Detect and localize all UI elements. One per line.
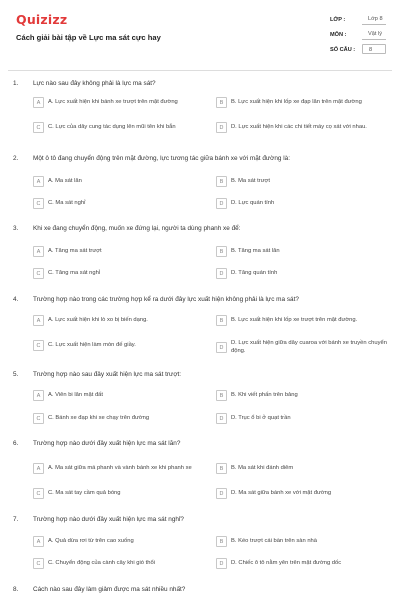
option-text: A. Ma sát giữa má phanh và vành bánh xe khi phanh xe [48, 464, 192, 471]
option-letter-box: C [33, 488, 44, 499]
question-number: 7. [13, 516, 19, 523]
option-letter-box: C [33, 198, 44, 209]
option-d[interactable] [216, 268, 388, 279]
option-text: A. Quả dừa rơi từ trên cao xuống [48, 537, 134, 544]
option-letter-box: C [33, 558, 44, 569]
option-text: D. Chiếc ô tô nằm yên trên mặt đường dốc [231, 559, 342, 566]
option-letter-box: D [216, 558, 227, 569]
option-letter-box: A [33, 97, 44, 108]
question-number: 3. [13, 225, 19, 232]
option-a[interactable] [33, 176, 205, 187]
option-text: B. Khi viết phấn trên bảng [231, 391, 298, 398]
question-text: Trường hợp nào sau đây xuất hiện lực ma sát trượt: [33, 371, 182, 378]
option-letter-box: C [33, 122, 44, 133]
meta-label: SỐ CÂU : [330, 47, 356, 53]
option-d[interactable] [216, 122, 388, 133]
option-c[interactable] [33, 198, 205, 209]
option-c[interactable] [33, 122, 205, 133]
question-text: Trường hợp nào dưới đây xuất hiện lực ma sát lăn? [33, 440, 181, 447]
option-letter-box: A [33, 536, 44, 547]
question-number: 8. [13, 586, 19, 593]
option-letter-box: B [216, 390, 227, 401]
logo-text: Quizizz [16, 12, 68, 27]
option-a[interactable] [33, 463, 205, 474]
option-text: C. Ma sát tay cầm quả bóng [48, 489, 121, 496]
option-b[interactable] [216, 463, 388, 474]
option-d[interactable] [216, 413, 388, 424]
question-number: 5. [13, 371, 19, 378]
option-text: B. Ma sát khi đánh diêm [231, 464, 294, 471]
option-letter-box: B [216, 463, 227, 474]
option-text: C. Lực của dây cung tác dụng lên mũi tên khi bắn [48, 123, 176, 130]
option-text: D. Lực xuất hiện giữa dây cuaroa với bánh xe truyền chuyển động. [231, 340, 387, 354]
option-b[interactable] [216, 176, 388, 187]
option-text: B. Lực xuất hiện khi lốp xe trượt trên mặt đường. [231, 316, 358, 323]
option-b[interactable] [216, 97, 388, 108]
option-text: B. Kéo trượt cái bàn trên sàn nhà [231, 537, 317, 544]
option-letter-box: B [216, 176, 227, 187]
option-a[interactable] [33, 536, 205, 547]
question-text: Lực nào sau đây không phải là lực ma sát? [33, 80, 156, 87]
question-number: 4. [13, 296, 19, 303]
option-letter-box: D [216, 413, 227, 424]
option-letter-box: B [216, 246, 227, 257]
option-text: A. Ma sát lăn [48, 177, 82, 184]
meta-value: 8 [362, 44, 386, 54]
question-text: Khi xe đang chuyển động, muốn xe đứng lại, người ta dùng phanh xe để: [33, 225, 241, 232]
option-c[interactable] [33, 558, 205, 569]
question-number: 2. [13, 155, 19, 162]
option-text: C. Chuyển động của cành cây khi gió thổi [48, 559, 155, 566]
question-text: Cách nào sau đây làm giảm được ma sát nhiều nhất? [33, 586, 186, 593]
option-text: D. Tăng quán tính [231, 269, 278, 276]
option-letter-box: A [33, 463, 44, 474]
option-text: C. Ma sát nghỉ [48, 199, 86, 206]
question-text: Một ô tô đang chuyển động trên mặt đường, lực tương tác giữa bánh xe với mặt đường là: [33, 155, 290, 162]
option-text: A. Lực xuất hiện khi bánh xe trượt trên mặt đường [48, 98, 178, 105]
option-letter-box: A [33, 176, 44, 187]
option-b[interactable] [216, 536, 388, 547]
option-c[interactable] [33, 268, 205, 279]
option-text: D. Lực quán tính [231, 199, 275, 206]
option-d[interactable] [216, 340, 388, 355]
option-text: C. Lực xuất hiện làm mòn đế giầy. [48, 341, 136, 348]
meta-label: MÔN : [330, 32, 347, 38]
option-letter-box: C [33, 268, 44, 279]
option-letter-box: A [33, 390, 44, 401]
option-letter-box: D [216, 488, 227, 499]
option-letter-box: B [216, 97, 227, 108]
question-number: 1. [13, 80, 19, 87]
question-text: Trường hợp nào trong các trường hợp kể ra dưới đây lực xuất hiện không phải là lực ma sát? [33, 296, 299, 303]
option-text: C. Bánh xe đạp khi xe chạy trên đường [48, 414, 150, 421]
page-title: Cách giải bài tập về Lực ma sát cực hay [16, 33, 161, 42]
option-text: B. Ma sát trượt [231, 177, 270, 184]
option-text: C. Tăng ma sát nghỉ [48, 269, 101, 276]
quizizz-logo [16, 12, 67, 27]
option-c[interactable] [33, 488, 205, 499]
meta-value: Vật lý [362, 29, 386, 40]
meta-row-count [330, 44, 386, 59]
option-a[interactable] [33, 246, 205, 257]
option-text: A. Viên bi lăn mặt đất [48, 391, 103, 398]
option-c[interactable] [33, 340, 205, 351]
option-d[interactable] [216, 558, 388, 569]
option-text: A. Lực xuất hiện khi lò xo bị biến dạng. [48, 316, 148, 323]
option-text: D. Ma sát giữa bánh xe với mặt đường [231, 489, 332, 496]
option-d[interactable] [216, 488, 388, 499]
option-text: D. Lực xuất hiện khi các chi tiết máy cọ xát với nhau. [231, 123, 367, 130]
option-letter-box: C [33, 413, 44, 424]
meta-value: Lớp 8 [362, 14, 386, 25]
option-letter-box: D [216, 122, 227, 133]
option-letter-box: D [216, 268, 227, 279]
meta-row-subject [330, 29, 386, 44]
meta-label: LỚP : [330, 17, 346, 23]
option-a[interactable] [33, 97, 205, 108]
question-number: 6. [13, 440, 19, 447]
option-letter-box: B [216, 536, 227, 547]
meta-row-grade [330, 14, 386, 29]
worksheet-meta [330, 14, 386, 59]
option-b[interactable] [216, 390, 388, 401]
option-a[interactable] [33, 315, 205, 326]
option-text: A. Tăng ma sát trượt [48, 247, 102, 254]
header-divider [8, 70, 392, 71]
option-b[interactable] [216, 246, 388, 257]
option-letter-box: B [216, 315, 227, 326]
question-text: Trường hợp nào dưới đây xuất hiện lực ma sát nghỉ? [33, 516, 184, 523]
option-b[interactable] [216, 315, 388, 326]
option-a[interactable] [33, 390, 205, 401]
option-letter-box: A [33, 246, 44, 257]
option-letter-box: D [216, 198, 227, 209]
option-text: B. Tăng ma sát lăn [231, 247, 280, 254]
option-d[interactable] [216, 198, 388, 209]
option-text: D. Trục ổ bi ở quạt trần [231, 414, 291, 421]
option-letter-box: C [33, 340, 44, 351]
option-letter-box: D [216, 342, 227, 353]
option-letter-box: A [33, 315, 44, 326]
option-c[interactable] [33, 413, 205, 424]
option-text: B. Lực xuất hiện khi lốp xe đạp lăn trên mặt đường [231, 98, 362, 105]
